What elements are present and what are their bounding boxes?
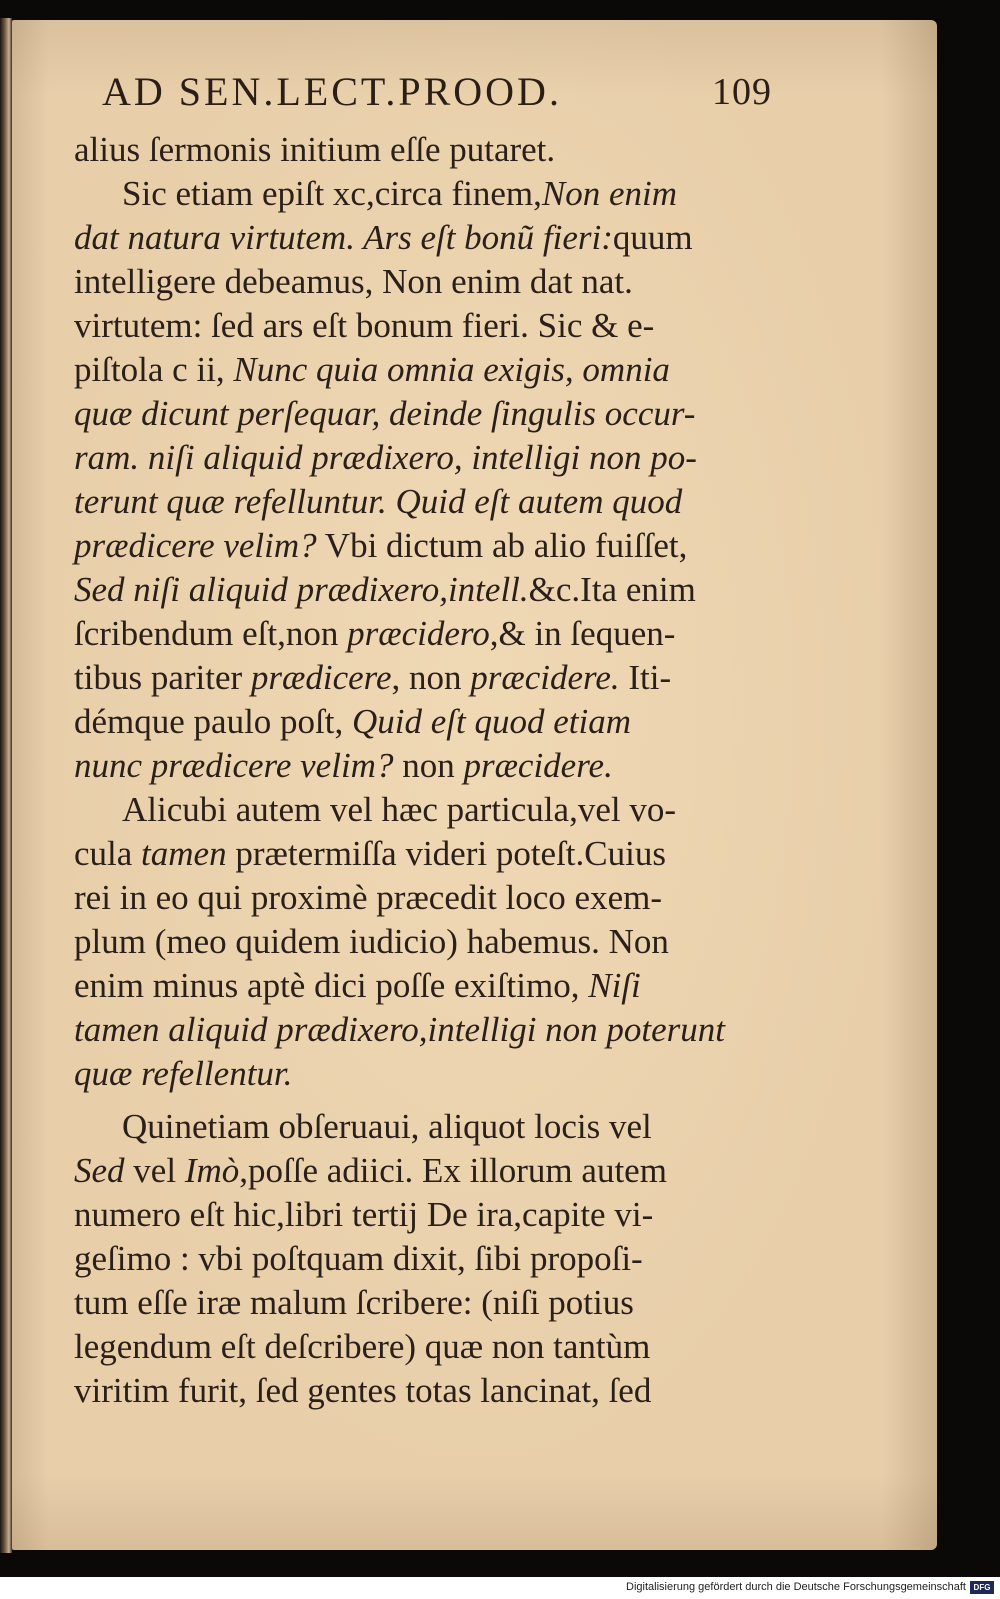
text-line <box>74 216 764 260</box>
text-segment: numero eſt hic,libri tertij De ira,capite vi- <box>74 1195 654 1234</box>
italic-text-segment: quæ dicunt perſequar, deinde ſingulis occur- <box>74 394 696 433</box>
text-line <box>74 832 764 876</box>
italic-text-segment: dat natura virtutem. Ars eſt bonũ fieri: <box>74 218 613 257</box>
text-segment: vel <box>124 1151 185 1190</box>
text-segment: démque paulo poſt, <box>74 702 353 741</box>
text-segment: Sic etiam epiſt xc,circa finem, <box>122 174 542 213</box>
text-line <box>74 788 764 832</box>
body-text <box>74 128 764 1413</box>
text-line <box>74 1008 764 1052</box>
funding-credit: Digitalisierung gefördert durch die Deutsche Forschungsgemeinschaft <box>626 1581 966 1593</box>
text-line <box>74 700 764 744</box>
italic-text-segment: Non enim <box>541 174 677 213</box>
text-segment: Vbi dictum ab alio fuiſſet, <box>316 526 688 565</box>
text-line <box>74 1237 764 1281</box>
running-head: AD SEN.LECT.PROOD. <box>102 69 562 114</box>
page-number: 109 <box>712 71 772 113</box>
italic-text-segment: nunc prædicere velim? <box>74 746 394 785</box>
italic-text-segment: ram. niſi aliquid prædixero, intelligi non po- <box>74 438 697 477</box>
text-segment: enim minus aptè dici poſſe exiſtimo, <box>74 966 589 1005</box>
text-line <box>74 128 764 172</box>
italic-text-segment: Sed <box>74 1151 125 1190</box>
text-line <box>74 744 764 788</box>
italic-text-segment: præcidere. <box>470 658 620 697</box>
italic-text-segment: quæ refellentur. <box>74 1054 293 1093</box>
text-line <box>74 656 764 700</box>
text-segment: legendum eſt deſcribere) quæ non tantùm <box>74 1327 651 1366</box>
text-segment: &c.Ita enim <box>528 570 696 609</box>
text-line <box>74 920 764 964</box>
text-line <box>74 1325 764 1369</box>
italic-text-segment: præcidero <box>347 614 490 653</box>
italic-text-segment: tamen <box>141 834 227 873</box>
text-line <box>74 1149 764 1193</box>
text-line <box>74 964 764 1008</box>
italic-text-segment: prædicere <box>250 658 392 697</box>
text-line <box>74 172 764 216</box>
text-segment: Quinetiam obſeruaui, aliquot locis vel <box>122 1107 652 1146</box>
text-segment: intelligere debeamus, Non enim dat nat. <box>74 262 633 301</box>
text-segment: ,poſſe adiici. Ex illorum autem <box>239 1151 667 1190</box>
text-segment: , non <box>391 658 471 697</box>
page-header <box>102 68 772 132</box>
dfg-logo-icon: DFG <box>970 1581 994 1594</box>
text-line <box>74 1281 764 1325</box>
text-segment: viritim furit, ſed gentes totas lancinat, ſed <box>74 1371 652 1410</box>
text-line <box>74 1052 764 1096</box>
italic-text-segment: tamen aliquid prædixero,intelligi non poterunt <box>74 1010 726 1049</box>
text-line <box>74 304 764 348</box>
text-segment: alius ſermonis initium eſſe putaret. <box>74 130 556 169</box>
book-page <box>12 20 937 1550</box>
text-segment: tibus pariter <box>74 658 251 697</box>
book-spine-edge <box>0 18 12 1553</box>
italic-text-segment: prædicere velim? <box>74 526 317 565</box>
italic-text-segment: Imò <box>184 1151 240 1190</box>
italic-text-segment: Quid eſt quod etiam <box>352 702 632 741</box>
italic-text-segment: Nunc quia omnia exigis, omnia <box>233 350 670 389</box>
text-line <box>74 260 764 304</box>
text-line <box>74 348 764 392</box>
text-line <box>74 876 764 920</box>
italic-text-segment: præcidere. <box>463 746 613 785</box>
text-segment: prætermiſſa videri poteſt.Cuius <box>226 834 666 873</box>
text-line <box>74 1193 764 1237</box>
text-line <box>74 612 764 656</box>
text-segment: virtutem: ſed ars eſt bonum fieri. Sic & e- <box>74 306 655 345</box>
text-segment: Iti- <box>619 658 672 697</box>
text-segment: ſcribendum eſt,non <box>74 614 348 653</box>
text-segment: ,& in ſequen- <box>489 614 676 653</box>
text-segment: plum (meo quidem iudicio) habemus. Non <box>74 922 669 961</box>
text-line <box>74 568 764 612</box>
italic-text-segment: Sed niſi aliquid prædixero,intell. <box>74 570 529 609</box>
text-segment: cula <box>74 834 142 873</box>
text-line <box>74 1369 764 1413</box>
text-segment: non <box>393 746 464 785</box>
text-line <box>74 524 764 568</box>
text-segment: tum eſſe iræ malum ſcribere: (niſi potius <box>74 1283 634 1322</box>
text-line <box>74 1105 764 1149</box>
italic-text-segment: terunt quæ refelluntur. Quid eſt autem quod <box>74 482 683 521</box>
text-line <box>74 392 764 436</box>
text-segment: piſtola c ii, <box>74 350 234 389</box>
text-segment: Alicubi autem vel hæc particula,vel vo- <box>122 790 676 829</box>
text-segment: geſimo : vbi poſtquam dixit, ſibi propoſi- <box>74 1239 643 1278</box>
text-segment: quum <box>612 218 693 257</box>
digitization-footer <box>0 1577 1000 1599</box>
text-line <box>74 436 764 480</box>
text-segment: rei in eo qui proximè præcedit loco exem- <box>74 878 663 917</box>
text-line <box>74 480 764 524</box>
italic-text-segment: Niſi <box>588 966 641 1005</box>
